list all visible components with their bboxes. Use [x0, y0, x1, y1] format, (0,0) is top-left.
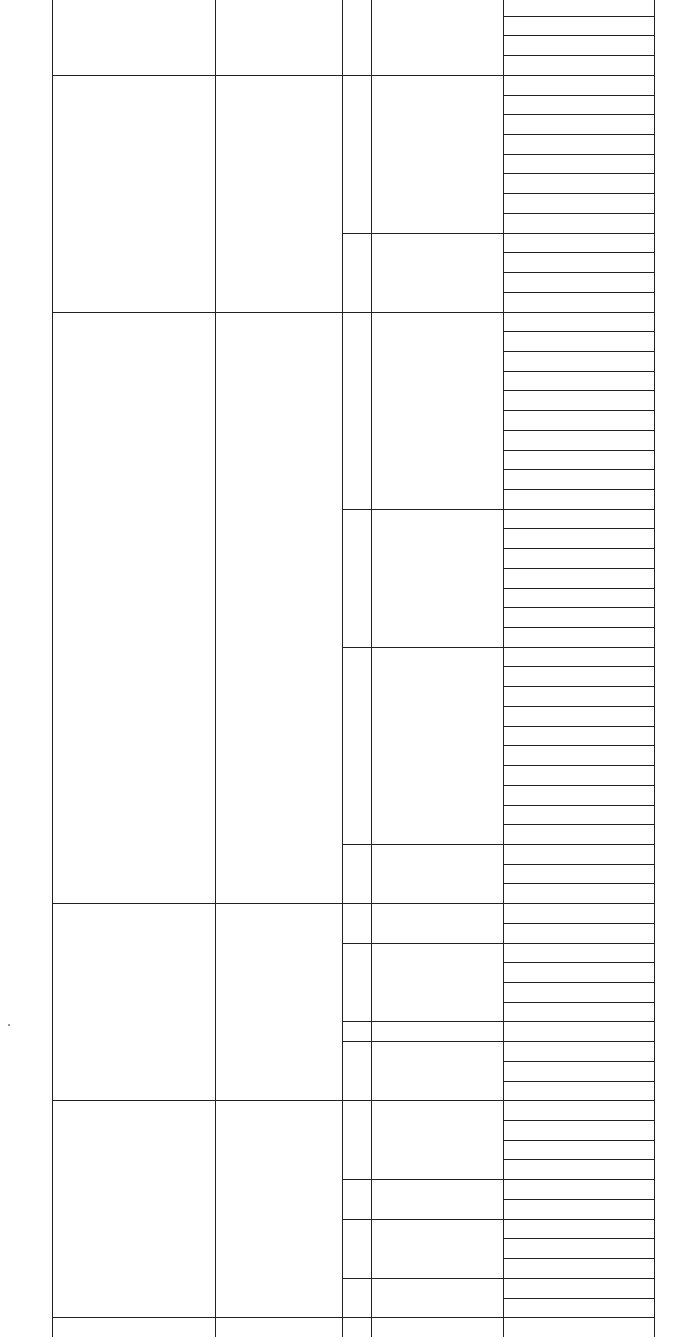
comuna-rule	[503, 489, 655, 490]
comuna-rule	[503, 745, 655, 746]
region-label	[215, 903, 342, 1100]
comuna-rule	[503, 726, 655, 727]
comuna-rule	[503, 1199, 655, 1200]
comuna-rule	[503, 923, 655, 924]
comuna-rule	[503, 805, 655, 806]
comuna-rule	[503, 35, 655, 36]
comuna-rule	[503, 824, 655, 825]
comisaria-number	[342, 1043, 371, 1099]
comuna-rule	[503, 1002, 655, 1003]
region-label	[215, 312, 342, 904]
comisaria-number	[342, 244, 371, 300]
comisaria-name	[371, 1219, 503, 1271]
comisaria-rule	[342, 943, 503, 944]
comisaria-number	[342, 954, 371, 1010]
comuna-rule	[503, 686, 655, 687]
region-label	[215, 1100, 342, 1317]
comisaria-number	[342, 1278, 371, 1334]
scan-speck	[8, 1024, 10, 1026]
comuna-rule	[503, 173, 655, 174]
comuna-rule	[503, 1140, 655, 1141]
comuna-rule	[503, 528, 655, 529]
comisaria-name	[371, 1110, 503, 1162]
comuna-rule	[503, 331, 655, 332]
comisaria-name	[371, 715, 503, 767]
comuna-rule	[503, 1021, 655, 1022]
prefectura-label	[52, 75, 215, 312]
comuna-rule	[503, 943, 655, 944]
column-rule	[503, 0, 504, 1337]
comuna-rule	[503, 607, 655, 608]
comisaria-name	[371, 1041, 503, 1093]
comuna-rule	[503, 706, 655, 707]
comisaria-name	[371, 548, 503, 600]
prefectura-label	[52, 903, 215, 1100]
comuna-rule	[503, 1100, 655, 1101]
comuna-rule	[503, 1179, 655, 1180]
comuna-rule	[503, 16, 655, 17]
comuna-rule	[503, 962, 655, 963]
comuna-rule	[503, 193, 655, 194]
comuna-rule	[503, 95, 655, 96]
comuna-rule	[503, 1298, 655, 1299]
comuna-rule	[503, 568, 655, 569]
comuna-rule	[503, 1219, 655, 1220]
comuna-rule	[503, 55, 655, 56]
column-rule	[654, 0, 655, 1337]
comuna-rule	[503, 1041, 655, 1042]
comuna-rule	[503, 312, 655, 313]
comuna-rule	[503, 114, 655, 115]
comisaria-rule	[342, 647, 503, 648]
comuna-rule	[503, 252, 655, 253]
comisaria-number	[342, 903, 371, 959]
comisaria-name	[371, 380, 503, 432]
comisaria-name	[371, 952, 503, 1004]
comuna-rule	[503, 469, 655, 470]
comisaria-number	[342, 7, 371, 63]
comuna-rule	[503, 154, 655, 155]
comuna-rule	[503, 765, 655, 766]
comisaria-number	[342, 550, 371, 606]
comuna-rule	[503, 548, 655, 549]
comuna-rule	[503, 410, 655, 411]
comisaria-number	[342, 1220, 371, 1276]
comuna-rule	[503, 1258, 655, 1259]
comisaria-rule	[342, 509, 503, 510]
comisaria-number	[342, 126, 371, 182]
comisaria-number	[342, 717, 371, 773]
comuna-rule	[503, 351, 655, 352]
comisaria-rule	[342, 1100, 503, 1101]
comuna-rule	[503, 1061, 655, 1062]
comuna-rule	[503, 390, 655, 391]
comuna-rule	[503, 1081, 655, 1082]
comuna-rule	[503, 903, 655, 904]
comisaria-number	[342, 846, 371, 902]
comuna-rule	[503, 371, 655, 372]
comuna-rule	[503, 1278, 655, 1279]
comuna-rule	[503, 213, 655, 214]
comuna-rule	[503, 864, 655, 865]
comisaria-name	[371, 1278, 503, 1330]
comuna-rule	[503, 666, 655, 667]
comisaria-name	[371, 5, 503, 57]
comuna-rule	[503, 647, 655, 648]
prefectura-rule	[52, 1317, 342, 1318]
comuna-rule	[503, 588, 655, 589]
comuna-rule	[503, 509, 655, 510]
region-label	[215, 75, 342, 312]
comuna-rule	[503, 844, 655, 845]
comuna-rule	[503, 75, 655, 76]
comisaria-rule	[342, 312, 503, 313]
comisaria-number	[342, 1112, 371, 1168]
comisaria-rule	[342, 233, 503, 234]
comisaria-rule	[342, 75, 503, 76]
comuna-rule	[503, 785, 655, 786]
comuna-rule	[503, 292, 655, 293]
comisaria-name	[371, 903, 503, 955]
comuna-rule	[503, 134, 655, 135]
comuna-rule	[503, 1120, 655, 1121]
comuna-rule	[503, 1159, 655, 1160]
comisaria-name	[371, 844, 503, 896]
comisaria-number	[342, 382, 371, 438]
comuna-rule	[503, 233, 655, 234]
comuna-rule	[503, 430, 655, 431]
comuna-rule	[503, 1238, 655, 1239]
comisaria-rule	[342, 1317, 503, 1318]
comuna-rule	[503, 883, 655, 884]
comisaria-name	[371, 124, 503, 176]
prefectura-label	[52, 312, 215, 904]
comuna-rule	[503, 627, 655, 628]
comuna-rule	[503, 1317, 655, 1318]
comuna-rule	[503, 272, 655, 273]
comuna-rule	[503, 450, 655, 451]
comuna-rule	[503, 982, 655, 983]
prefectura-label	[52, 1100, 215, 1317]
comisaria-name	[371, 242, 503, 294]
